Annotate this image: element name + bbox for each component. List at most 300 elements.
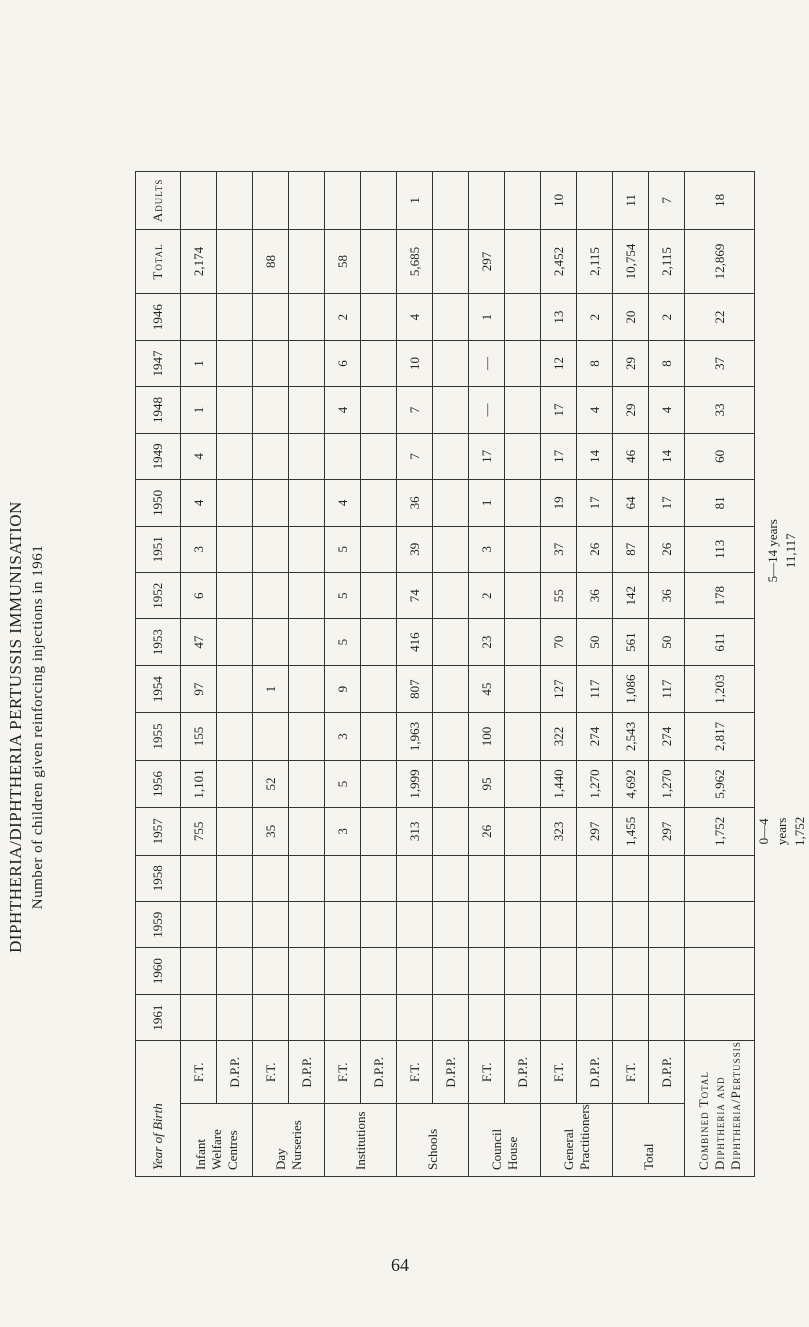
header-year-1951: 1951: [136, 526, 181, 572]
data-cell: 5: [325, 619, 361, 665]
data-cell: 1: [469, 294, 505, 340]
row-adults-cell: [505, 172, 541, 229]
data-cell: 4: [181, 480, 217, 526]
data-cell: [289, 902, 325, 948]
data-cell: 2: [649, 294, 685, 340]
data-cell: 70: [541, 619, 577, 665]
data-cell: 5: [325, 760, 361, 807]
data-cell: 9: [325, 665, 361, 712]
data-cell: 297: [649, 808, 685, 855]
data-cell: [397, 855, 433, 901]
data-cell: —: [469, 340, 505, 386]
row-sub-label: D.P.P.: [505, 1041, 541, 1104]
data-cell: 1,440: [541, 760, 577, 807]
data-cell: 8: [649, 340, 685, 386]
data-cell: [253, 526, 289, 572]
row-total-cell: [361, 229, 397, 294]
data-cell: [181, 855, 217, 901]
data-cell: [433, 994, 469, 1040]
data-cell: 1: [469, 480, 505, 526]
data-cell: [361, 619, 397, 665]
data-cell: [361, 573, 397, 619]
header-year-1957: 1957: [136, 808, 181, 855]
row-sub-label: F.T.: [469, 1041, 505, 1104]
data-cell: 8: [577, 340, 613, 386]
data-cell: [505, 994, 541, 1040]
data-cell: [361, 948, 397, 994]
data-cell: [217, 340, 253, 386]
table-row: [469, 128, 505, 1177]
data-cell: 2: [577, 294, 613, 340]
data-cell: 274: [577, 713, 613, 760]
data-cell: 13: [541, 294, 577, 340]
data-cell: [217, 855, 253, 901]
data-cell: [253, 387, 289, 433]
data-cell: [505, 340, 541, 386]
data-cell: [361, 713, 397, 760]
data-cell: 97: [181, 665, 217, 712]
data-cell: 87: [613, 526, 649, 572]
header-row: [136, 128, 181, 1177]
data-cell: 4: [325, 387, 361, 433]
row-total-cell: [217, 229, 253, 294]
age-group-blank: [755, 1041, 809, 1177]
data-cell: [325, 855, 361, 901]
row-total-cell: 2,174: [181, 229, 217, 294]
header-age-spacer: [136, 128, 181, 172]
data-cell: [325, 994, 361, 1040]
data-cell: 142: [613, 573, 649, 619]
age-group-0-4-value: 1,752: [792, 816, 807, 846]
data-cell: [505, 573, 541, 619]
row-adults-cell: [361, 172, 397, 229]
row-group-label: General Practitioners: [541, 1104, 613, 1177]
row-total-cell: 10,754: [613, 229, 649, 294]
age-spacer: [469, 128, 505, 172]
data-cell: 17: [577, 480, 613, 526]
data-cell: [577, 994, 613, 1040]
data-cell: 127: [541, 665, 577, 712]
table-row: [577, 128, 613, 1177]
data-cell: [289, 713, 325, 760]
data-cell: 755: [181, 808, 217, 855]
data-cell: [397, 902, 433, 948]
data-cell: 6: [181, 573, 217, 619]
data-cell: 74: [397, 573, 433, 619]
data-cell: 46: [613, 433, 649, 479]
data-cell: 1: [181, 387, 217, 433]
row-adults-cell: [181, 172, 217, 229]
data-cell: [217, 665, 253, 712]
row-total-cell: 2,452: [541, 229, 577, 294]
header-year-1954: 1954: [136, 665, 181, 712]
data-cell: 4: [397, 294, 433, 340]
data-cell: [505, 526, 541, 572]
age-spacer: [289, 128, 325, 172]
data-cell: [577, 948, 613, 994]
data-cell: [361, 855, 397, 901]
rotated-table-page: [0, 127, 807, 1327]
data-cell: [289, 619, 325, 665]
data-cell: 10: [397, 340, 433, 386]
data-cell: 1,101: [181, 760, 217, 807]
data-cell: 29: [613, 340, 649, 386]
data-cell: 323: [541, 808, 577, 855]
data-cell: 45: [469, 665, 505, 712]
data-cell: 50: [577, 619, 613, 665]
data-cell: [361, 994, 397, 1040]
data-cell: 26: [649, 526, 685, 572]
data-cell: 1,086: [613, 665, 649, 712]
data-cell: [613, 902, 649, 948]
row-sub-label: D.P.P.: [433, 1041, 469, 1104]
data-cell: [289, 433, 325, 479]
data-cell: 1,999: [397, 760, 433, 807]
data-cell: [505, 665, 541, 712]
data-cell: [613, 855, 649, 901]
row-total-cell: 2,115: [649, 229, 685, 294]
data-cell: [433, 948, 469, 994]
data-cell: [361, 665, 397, 712]
age-spacer: [181, 128, 217, 172]
data-cell: [361, 480, 397, 526]
data-cell: [181, 902, 217, 948]
table-body: [181, 128, 809, 1177]
data-cell: [289, 808, 325, 855]
data-cell: 50: [649, 619, 685, 665]
data-cell: 4: [325, 480, 361, 526]
row-group-label: Institutions: [325, 1104, 397, 1177]
age-spacer: [541, 128, 577, 172]
data-cell: 297: [577, 808, 613, 855]
age-group-empty: [755, 994, 809, 1040]
data-cell: 3: [325, 713, 361, 760]
header-year-1950: 1950: [136, 480, 181, 526]
row-adults-cell: 7: [649, 172, 685, 229]
age-group-5-14-label: 5—14 years: [765, 519, 780, 583]
data-cell: [289, 526, 325, 572]
data-cell: [325, 948, 361, 994]
data-cell: [289, 480, 325, 526]
data-cell: [217, 713, 253, 760]
row-adults-cell: [217, 172, 253, 229]
row-group-label: Council House: [469, 1104, 541, 1177]
data-cell: [433, 433, 469, 479]
age-spacer: [361, 128, 397, 172]
data-cell: [469, 994, 505, 1040]
table-row: [505, 128, 541, 1177]
data-cell: [289, 855, 325, 901]
combined-total-row: [685, 128, 755, 1177]
header-year-1955: 1955: [136, 713, 181, 760]
data-cell: 807: [397, 665, 433, 712]
age-group-row: [755, 128, 809, 1177]
data-cell: 1,270: [577, 760, 613, 807]
data-cell: [289, 340, 325, 386]
row-total-cell: [505, 229, 541, 294]
data-cell: 4: [181, 433, 217, 479]
data-cell: 37: [541, 526, 577, 572]
combined-adults-cell: 18: [685, 172, 755, 229]
data-cell: [217, 526, 253, 572]
header-year-1956: 1956: [136, 760, 181, 807]
data-cell: 2: [469, 573, 505, 619]
data-cell: 2: [325, 294, 361, 340]
data-cell: 12: [541, 340, 577, 386]
row-adults-cell: 1: [397, 172, 433, 229]
table-row: [217, 128, 253, 1177]
data-cell: [505, 948, 541, 994]
row-total-cell: 297: [469, 229, 505, 294]
age-group-empty: [755, 902, 809, 948]
table-row: [253, 128, 289, 1177]
row-total-cell: 88: [253, 229, 289, 294]
data-cell: [289, 948, 325, 994]
data-cell: 3: [469, 526, 505, 572]
data-cell: [613, 948, 649, 994]
data-cell: 3: [181, 526, 217, 572]
row-total-cell: 2,115: [577, 229, 613, 294]
data-cell: [361, 340, 397, 386]
data-cell: 322: [541, 713, 577, 760]
row-adults-cell: [289, 172, 325, 229]
data-cell: [217, 619, 253, 665]
combined-cell: 113: [685, 526, 755, 572]
data-cell: 1,455: [613, 808, 649, 855]
data-cell: [433, 619, 469, 665]
row-total-cell: [433, 229, 469, 294]
data-cell: 26: [577, 526, 613, 572]
table-row: [325, 128, 361, 1177]
data-cell: [469, 948, 505, 994]
data-cell: 155: [181, 713, 217, 760]
data-cell: [217, 387, 253, 433]
combined-cell: [685, 855, 755, 901]
row-group-label: Total: [613, 1104, 685, 1177]
row-sub-label: F.T.: [325, 1041, 361, 1104]
page-subtitle: Number of children given reinforcing injections in 1961: [30, 544, 46, 910]
data-cell: 29: [613, 387, 649, 433]
data-cell: 1: [181, 340, 217, 386]
row-sub-label: F.T.: [613, 1041, 649, 1104]
data-cell: [217, 994, 253, 1040]
combined-cell: 178: [685, 573, 755, 619]
data-cell: 1,963: [397, 713, 433, 760]
table-row: [649, 128, 685, 1177]
data-cell: [217, 433, 253, 479]
data-cell: 416: [397, 619, 433, 665]
page-title: DIPHTHERIA/DIPHTHERIA PERTUSSIS IMMUNISATION: [6, 501, 25, 953]
data-cell: [433, 665, 469, 712]
row-sub-label: D.P.P.: [649, 1041, 685, 1104]
data-cell: 5: [325, 526, 361, 572]
combined-total-label: Combined Total Diphtheria and Diphtheria/Pertussis: [685, 1041, 755, 1177]
data-cell: [433, 713, 469, 760]
header-year-1946: 1946: [136, 294, 181, 340]
data-cell: [361, 387, 397, 433]
data-cell: [217, 808, 253, 855]
data-cell: [253, 573, 289, 619]
data-cell: [253, 948, 289, 994]
age-spacer: [577, 128, 613, 172]
data-cell: [253, 902, 289, 948]
data-cell: 35: [253, 808, 289, 855]
combined-cell: 1,752: [685, 808, 755, 855]
combined-cell: 22: [685, 294, 755, 340]
data-cell: [505, 433, 541, 479]
data-cell: 17: [649, 480, 685, 526]
data-cell: 100: [469, 713, 505, 760]
row-adults-cell: [469, 172, 505, 229]
data-cell: —: [469, 387, 505, 433]
data-cell: [505, 713, 541, 760]
row-sub-label: D.P.P.: [289, 1041, 325, 1104]
age-group-5-14: [755, 294, 809, 808]
data-cell: 6: [325, 340, 361, 386]
data-cell: [505, 619, 541, 665]
data-cell: 117: [649, 665, 685, 712]
data-cell: [433, 855, 469, 901]
page-number: 64: [391, 1255, 409, 1275]
data-cell: 52: [253, 760, 289, 807]
combined-cell: 37: [685, 340, 755, 386]
data-cell: 20: [613, 294, 649, 340]
combined-cell: [685, 948, 755, 994]
data-cell: [577, 902, 613, 948]
age-group-5-14-value: 11,117: [783, 533, 798, 569]
header-year-1952: 1952: [136, 573, 181, 619]
data-cell: 17: [469, 433, 505, 479]
data-cell: 274: [649, 713, 685, 760]
row-group-label: Schools: [397, 1104, 469, 1177]
table-row: [613, 128, 649, 1177]
data-cell: 4: [649, 387, 685, 433]
data-cell: [433, 808, 469, 855]
data-cell: [325, 902, 361, 948]
header-year-1960: 1960: [136, 948, 181, 994]
data-cell: [541, 902, 577, 948]
age-spacer: [397, 128, 433, 172]
data-cell: 95: [469, 760, 505, 807]
data-cell: 36: [649, 573, 685, 619]
combined-cell: 611: [685, 619, 755, 665]
age-spacer: [505, 128, 541, 172]
age-spacer: [217, 128, 253, 172]
data-cell: [253, 855, 289, 901]
data-cell: [217, 948, 253, 994]
row-adults-cell: [325, 172, 361, 229]
table-row: [289, 128, 325, 1177]
data-cell: 17: [541, 433, 577, 479]
data-cell: 7: [397, 387, 433, 433]
age-group-0-4: [755, 808, 809, 855]
data-cell: [253, 480, 289, 526]
data-cell: [361, 526, 397, 572]
header-total: Total: [136, 229, 181, 294]
data-cell: [253, 433, 289, 479]
row-sub-label: F.T.: [541, 1041, 577, 1104]
row-adults-cell: 11: [613, 172, 649, 229]
row-group-label: Infant Welfare Centres: [181, 1104, 253, 1177]
data-cell: [505, 387, 541, 433]
combined-cell: 2,817: [685, 713, 755, 760]
data-cell: [361, 294, 397, 340]
table-row: [433, 128, 469, 1177]
data-cell: 561: [613, 619, 649, 665]
header-year-1947: 1947: [136, 340, 181, 386]
data-cell: [541, 994, 577, 1040]
data-cell: [505, 480, 541, 526]
data-cell: [253, 713, 289, 760]
combined-cell: 1,203: [685, 665, 755, 712]
data-cell: [217, 760, 253, 807]
data-cell: [433, 526, 469, 572]
table-row: [181, 128, 217, 1177]
data-cell: [433, 387, 469, 433]
data-cell: 14: [577, 433, 613, 479]
data-cell: 23: [469, 619, 505, 665]
data-cell: [289, 994, 325, 1040]
age-spacer: [613, 128, 649, 172]
data-cell: [613, 994, 649, 1040]
age-group-0-4-label: 0—4 years: [756, 817, 789, 846]
data-cell: [289, 573, 325, 619]
data-cell: [505, 760, 541, 807]
data-cell: [289, 294, 325, 340]
data-cell: 19: [541, 480, 577, 526]
data-cell: [433, 760, 469, 807]
data-cell: 64: [613, 480, 649, 526]
data-cell: [361, 902, 397, 948]
data-cell: [505, 294, 541, 340]
data-cell: 26: [469, 808, 505, 855]
data-cell: [577, 855, 613, 901]
data-cell: [433, 340, 469, 386]
data-cell: [505, 902, 541, 948]
data-cell: 7: [397, 433, 433, 479]
data-cell: 14: [649, 433, 685, 479]
age-group-spacer: [685, 128, 755, 172]
data-cell: [217, 573, 253, 619]
data-cell: [253, 340, 289, 386]
data-cell: [541, 855, 577, 901]
data-cell: [433, 573, 469, 619]
data-cell: [433, 902, 469, 948]
combined-cell: [685, 994, 755, 1040]
data-cell: [433, 480, 469, 526]
data-cell: [469, 855, 505, 901]
data-cell: 2,543: [613, 713, 649, 760]
age-spacer: [325, 128, 361, 172]
combined-cell: 60: [685, 433, 755, 479]
data-cell: [361, 760, 397, 807]
data-cell: [397, 948, 433, 994]
data-cell: 3: [325, 808, 361, 855]
row-sub-label: F.T.: [397, 1041, 433, 1104]
data-cell: 4,692: [613, 760, 649, 807]
row-adults-cell: [433, 172, 469, 229]
data-cell: 17: [541, 387, 577, 433]
age-group-empty: [755, 948, 809, 994]
row-adults-cell: [253, 172, 289, 229]
data-cell: [289, 760, 325, 807]
data-cell: [181, 994, 217, 1040]
data-cell: [649, 902, 685, 948]
data-cell: 117: [577, 665, 613, 712]
data-cell: [433, 294, 469, 340]
data-cell: [505, 855, 541, 901]
data-cell: [289, 665, 325, 712]
